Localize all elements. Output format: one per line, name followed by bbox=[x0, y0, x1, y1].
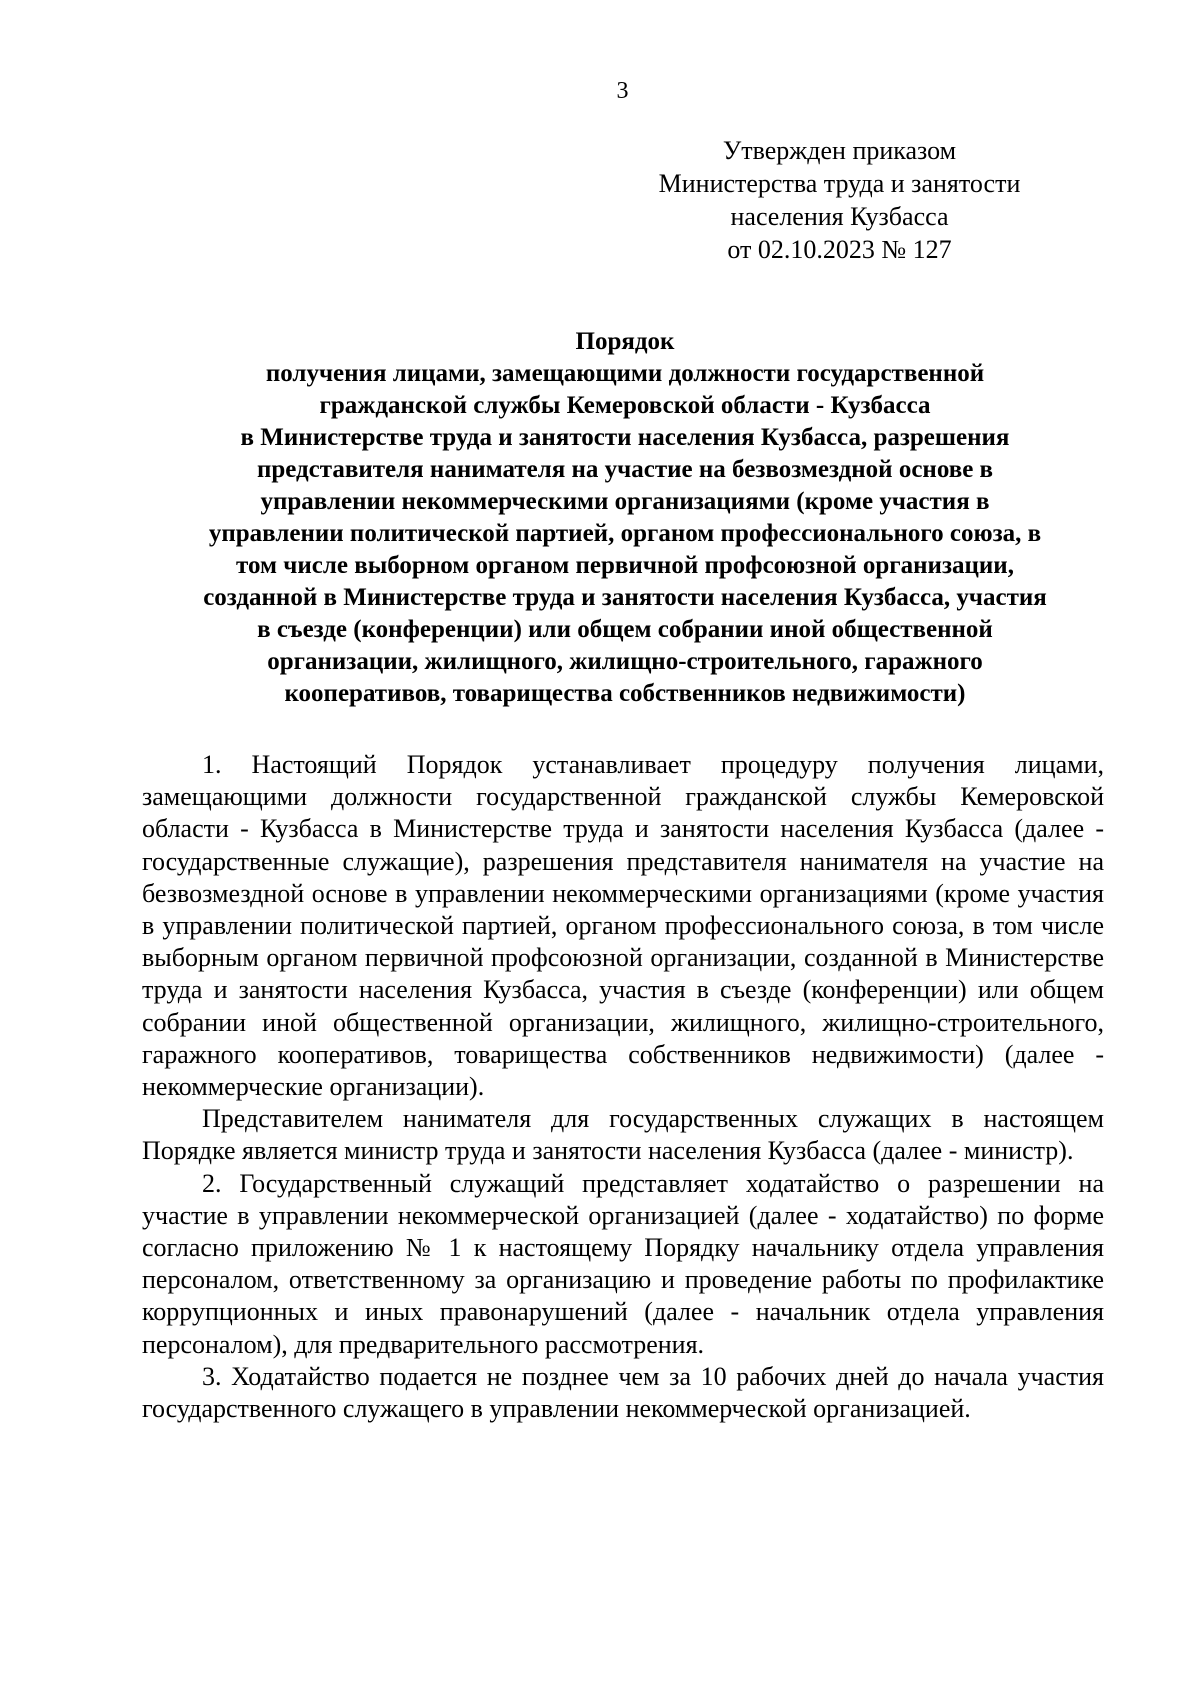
document-body bbox=[142, 749, 1104, 1425]
title-line: кооперативов, товарищества собственников недвижимости) bbox=[284, 680, 966, 707]
approval-block bbox=[632, 134, 1047, 266]
paragraph-1: 1. Настоящий Порядок устанавливает процедуру получения лицами, замещающими должности государственной гражданской службы Кемеровской области - Кузбасса в Министерстве труда и занятости населения Кузбасса (далее - государственные служащие), разрешения представителя нанимателя на участие на безвозмездной основе в управлении некоммерческими организациями (кроме участия в управлении политической партией, органом профессионального союза, в том числе выборным органом первичной профсоюзной организации, созданной в Министерстве труда и занятости населения Кузбасса, участия в съезде (конференции) или общем собрании иной общественной организации, жилищного, жилищно-строительного, гаражного кооперативов, товарищества собственников недвижимости) (далее - некоммерческие организации). bbox=[142, 750, 1104, 1102]
approval-line: Утвержден приказом bbox=[722, 136, 957, 165]
title-line: в Министерстве труда и занятости населения Кузбасса, разрешения bbox=[240, 424, 1010, 451]
page-number: 3 bbox=[616, 78, 629, 104]
title-heading: Порядок bbox=[575, 328, 675, 355]
title-line: получения лицами, замещающими должности государственной bbox=[265, 360, 985, 387]
title-line: том числе выборном органом первичной профсоюзной организации, bbox=[236, 552, 1014, 579]
document-title bbox=[130, 326, 1120, 710]
paragraph-3: 3. Ходатайство подается не позднее чем за 10 рабочих дней до начала участия государственного служащего в управлении некоммерческой организацией. bbox=[142, 1361, 1104, 1424]
title-line: управлении некоммерческими организациями (кроме участия в bbox=[260, 488, 990, 515]
title-line: в съезде (конференции) или общем собрании иной общественной bbox=[257, 616, 993, 643]
title-line: гражданской службы Кемеровской области - Кузбасса bbox=[319, 392, 931, 419]
paragraph-employer-representative: Представителем нанимателя для государственных служащих в настоящем Порядке является министр труда и занятости населения Кузбасса (далее - министр). bbox=[142, 1104, 1104, 1166]
approval-line: Министерства труда и занятости bbox=[658, 169, 1021, 198]
approval-line: от 02.10.2023 № 127 bbox=[727, 235, 952, 264]
paragraph-2: 2. Государственный служащий представляет ходатайство о разрешении на участие в управлении некоммерческой организацией (далее - ходатайство) по форме согласно приложению № 1 к настоящему Порядку начальнику отдела управления персоналом, ответственному за организацию и проведение работы по профилактике коррупционных и иных правонарушений (далее - начальник отдела управления персоналом), для предварительного рассмотрения. bbox=[142, 1168, 1104, 1359]
title-line: управлении политической партией, органом профессионального союза, в bbox=[208, 520, 1042, 547]
title-line: представителя нанимателя на участие на безвозмездной основе в bbox=[256, 456, 994, 483]
title-line: созданной в Министерстве труда и занятости населения Кузбасса, участия bbox=[203, 584, 1047, 611]
title-line: организации, жилищного, жилищно-строительного, гаражного bbox=[267, 648, 983, 675]
approval-line: населения Кузбасса bbox=[730, 202, 949, 231]
